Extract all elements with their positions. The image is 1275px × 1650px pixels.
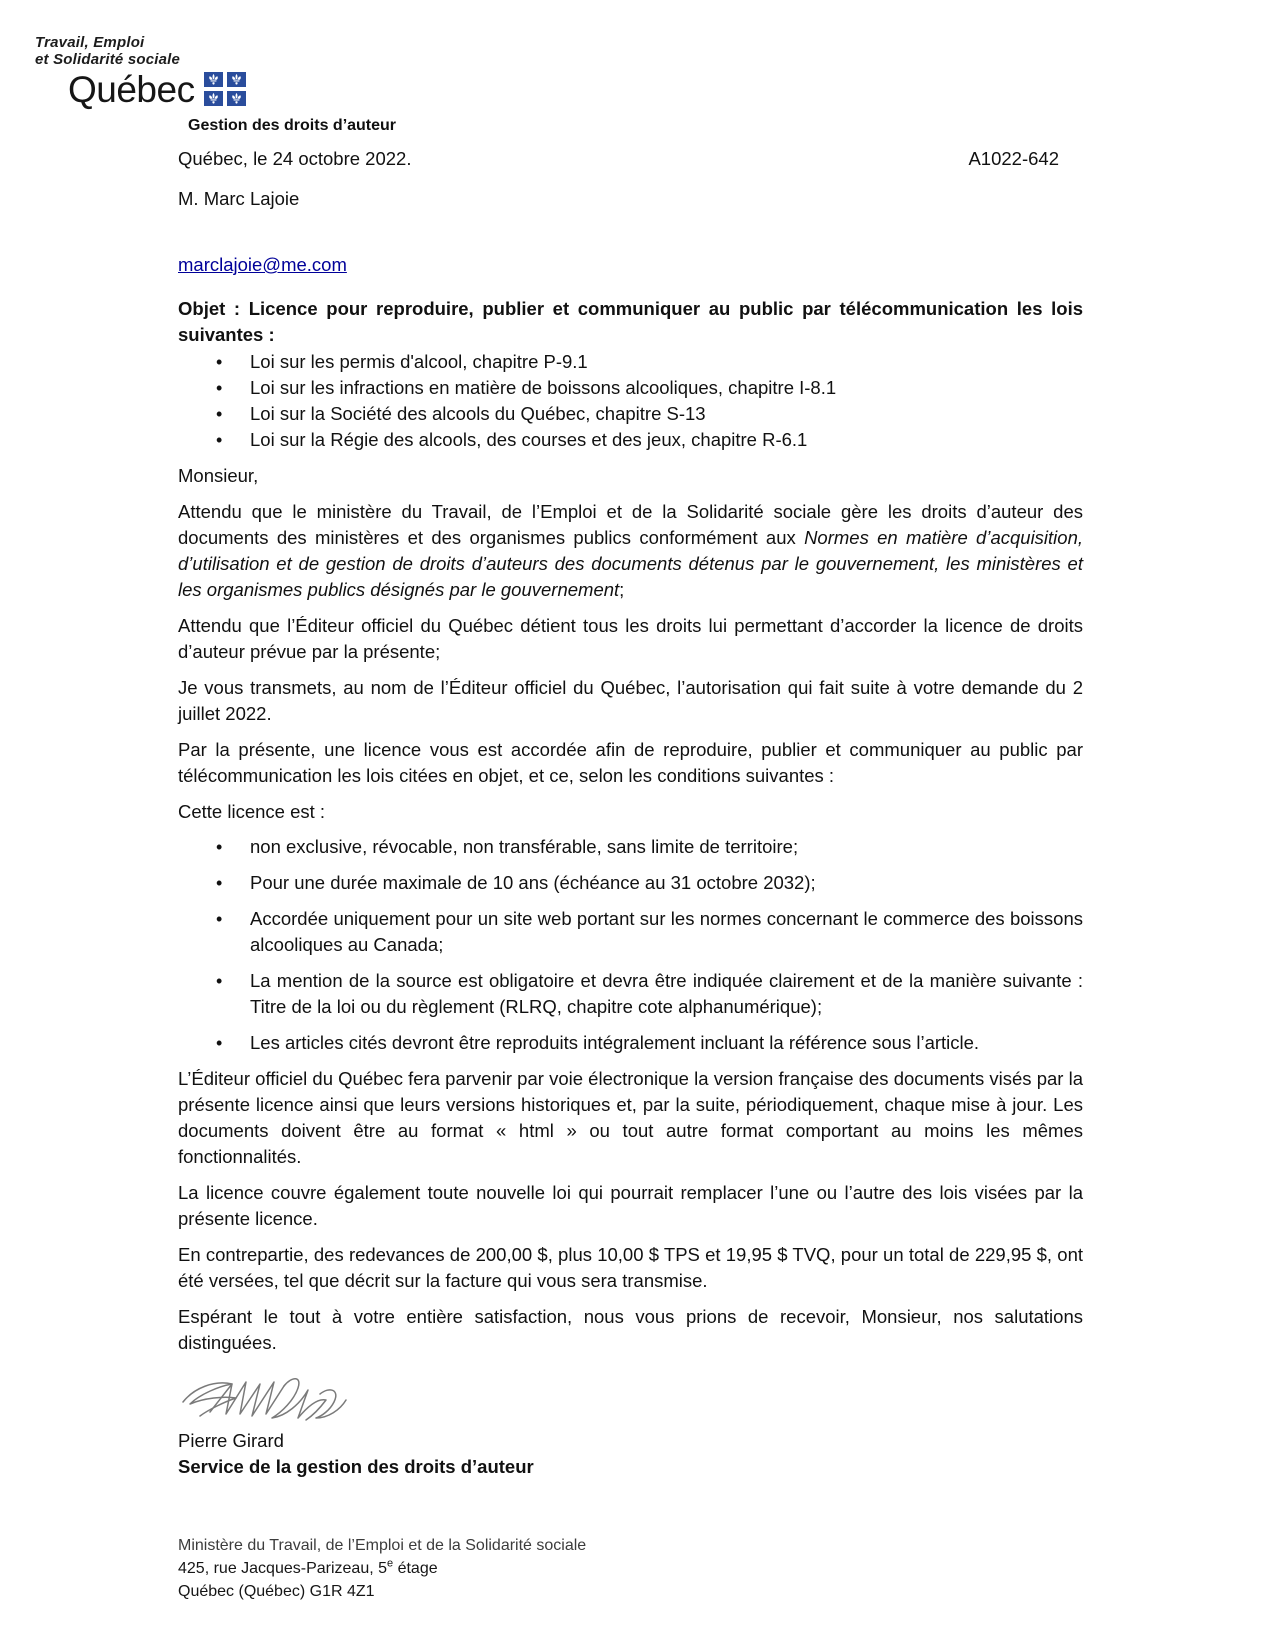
footer-ministry: Ministère du Travail, de l’Emploi et de la Solidarité sociale (178, 1537, 587, 1554)
recipient-email-link[interactable]: marclajoie@me.com (178, 254, 347, 275)
paragraph-licence-accordee: Par la présente, une licence vous est accordée afin de reproduire, publier et communiquer au public par télécommunication les lois citées en objet, et ce, selon les conditions suivantes : (178, 739, 1083, 786)
law-list-item: • Loi sur la Société des alcools du Québec, chapitre S-13 (178, 401, 1083, 427)
condition-list-item: • non exclusive, révocable, non transférable, sans limite de territoire; (178, 834, 1083, 860)
paragraph-text: ; (619, 579, 625, 600)
quebec-wordmark-row (68, 69, 396, 110)
condition-list-item: • Accordée uniquement pour un site web portant sur les normes concernant le commerce des boissons alcooliques au Canada; (178, 906, 1083, 958)
letter-content (178, 146, 1083, 1480)
cited-norms-title: Normes en matière d’acquisition, d’utilisation et de gestion de droits d’auteurs des documents détenus par le gouvernement, les ministères et les organismes publics désignés par le gouvernement (178, 527, 1084, 600)
letterhead (35, 34, 396, 135)
reference-number: A1022-642 (968, 148, 1059, 169)
handwritten-signature (180, 1372, 405, 1424)
paragraph-text: Attendu que le ministère du Travail, de l’Emploi et de la Solidarité sociale gère les droits d’auteur des documents des ministères et des organismes publics conformément aux (178, 501, 1083, 548)
footer-address (178, 1534, 586, 1603)
law-list-item: • Loi sur la Régie des alcools, des courses et des jeux, chapitre R-6.1 (178, 427, 1083, 453)
condition-list-item: • Les articles cités devront être reproduits intégralement incluant la référence sous l’article. (178, 1030, 1083, 1056)
quebec-wordmark: Québec (68, 69, 195, 110)
recipient-name: M. Marc Lajoie (178, 188, 300, 209)
paragraph-nouvelle-loi: La licence couvre également toute nouvelle loi qui pourrait remplacer l’une ou l’autre des lois visées par la présente licence. (178, 1182, 1083, 1229)
footer-city-postal: Québec (Québec) G1R 4Z1 (178, 1583, 375, 1600)
date-line: Québec, le 24 octobre 2022. (178, 148, 412, 169)
subject-line: Objet : Licence pour reproduire, publier et communiquer au public par télécommunication les lois suivantes : (178, 298, 1083, 345)
law-list (178, 349, 1083, 453)
quebec-flag-icon (204, 72, 246, 106)
signature-block (178, 1372, 1083, 1480)
condition-list-item: • La mention de la source est obligatoire et devra être indiquée clairement et de la manière suivante : Titre de la loi ou du règlement (RLRQ, chapitre cote alphanumérique); (178, 968, 1083, 1020)
footer-street-text: 425, rue Jacques-Parizeau, 5 (178, 1560, 388, 1577)
law-list-item: • Loi sur les permis d'alcool, chapitre P-9.1 (178, 349, 1083, 375)
footer-street (178, 1557, 586, 1580)
condition-list-item: • Pour une durée maximale de 10 ans (échéance au 31 octobre 2032); (178, 870, 1083, 896)
condition-list (178, 834, 1083, 1056)
paragraph-transmission: Je vous transmets, au nom de l’Éditeur officiel du Québec, l’autorisation qui fait suite à votre demande du 2 juillet 2022. (178, 677, 1083, 724)
ministry-name-line1: Travail, Emploi (35, 34, 145, 51)
salutation: Monsieur, (178, 465, 259, 486)
paragraph-salutations: Espérant le tout à votre entière satisfaction, nous vous prions de recevoir, Monsieur, nos salutations distinguées. (178, 1306, 1083, 1353)
signer-title: Service de la gestion des droits d’auteur (178, 1456, 534, 1477)
paragraph-licence-intro: Cette licence est : (178, 801, 326, 822)
paragraph-redevances: En contrepartie, des redevances de 200,00 $, plus 10,00 $ TPS et 19,95 $ TVQ, pour un total de 229,95 $, ont été versées, tel que décrit sur la facture qui vous sera transmise. (178, 1244, 1083, 1291)
signer-name: Pierre Girard (178, 1430, 284, 1451)
law-list-item: • Loi sur les infractions en matière de boissons alcooliques, chapitre I-8.1 (178, 375, 1083, 401)
date-reference-row (178, 146, 1083, 172)
paragraph-attendu-editeur: Attendu que l’Éditeur officiel du Québec détient tous les droits lui permettant d’accorder la licence de droits d’auteur prévue par la présente; (178, 615, 1083, 662)
paragraph-transmission-electronique: L’Éditeur officiel du Québec fera parvenir par voie électronique la version française des documents visés par la présente licence ainsi que leurs versions historiques et, par la suite, périodiquement, chaque mise à jour. Les documents doivent être au format « html » ou tout autre format comportant au moins les mêmes fonctionnalités. (178, 1068, 1083, 1167)
department-name: Gestion des droits d’auteur (188, 117, 397, 134)
ministry-name-line2: et Solidarité sociale (35, 51, 181, 68)
footer-street-suffix: étage (393, 1560, 438, 1577)
footer-street-ordinal: e (387, 1557, 394, 1570)
paragraph-attendu-ministere (178, 499, 1083, 603)
